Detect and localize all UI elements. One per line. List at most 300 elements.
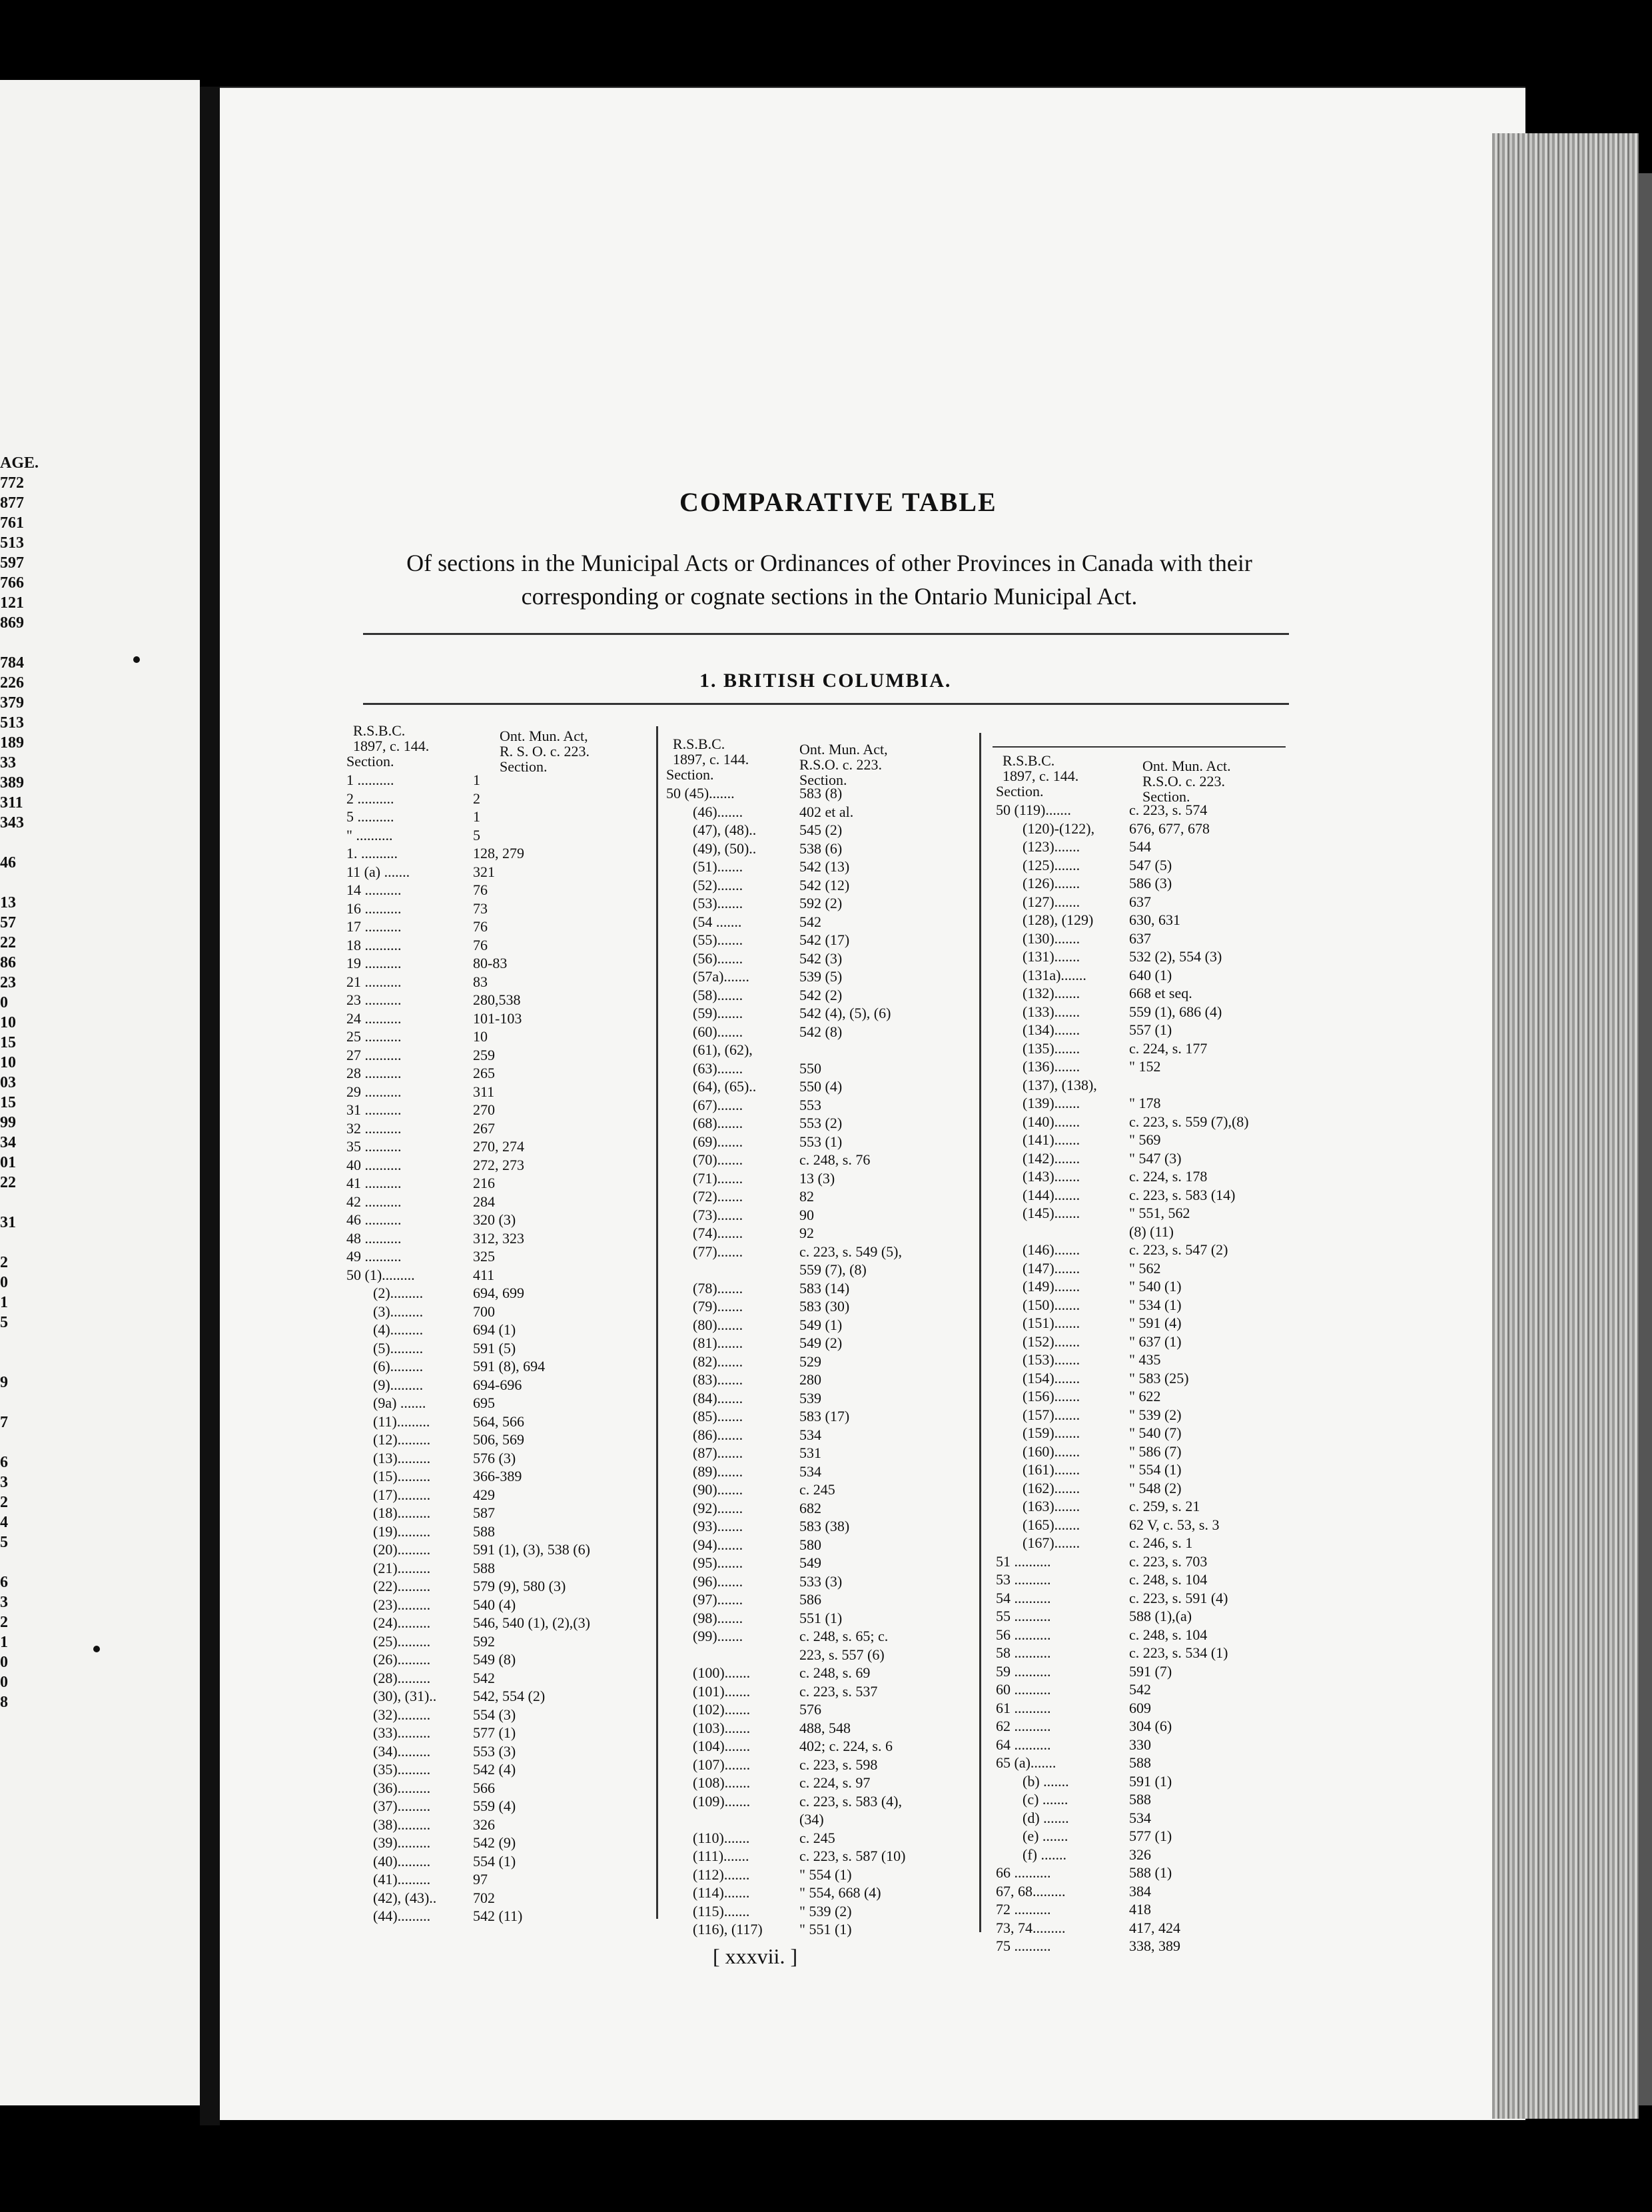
rsbc-section: (61), (62), xyxy=(693,1041,753,1058)
rsbc-section: 65 (a)....... xyxy=(996,1754,1056,1771)
ontario-section: 311 xyxy=(473,1083,495,1100)
table-row xyxy=(996,1717,1302,1736)
left-page-number: 761 xyxy=(0,514,24,532)
ontario-section: c. 224, s. 178 xyxy=(1129,1168,1208,1185)
rsbc-section: (9)......... xyxy=(373,1376,424,1393)
ontario-section: 583 (14) xyxy=(799,1279,850,1297)
ontario-section: 588 xyxy=(1129,1754,1151,1771)
rsbc-section: 24 .......... xyxy=(346,1009,402,1027)
table-row xyxy=(346,1046,646,1065)
table-row xyxy=(996,1057,1302,1076)
rsbc-section: (26)......... xyxy=(373,1651,431,1668)
rsbc-section: (77)....... xyxy=(693,1243,743,1260)
ontario-section: 216 xyxy=(473,1175,495,1191)
rsbc-section: (133)....... xyxy=(1023,1003,1080,1020)
rsbc-section: (42), (43).. xyxy=(373,1889,437,1906)
ontario-section: 694, 699 xyxy=(473,1285,524,1301)
table-row xyxy=(996,1534,1302,1552)
table-row xyxy=(996,1333,1302,1351)
ontario-section: 591 (1) xyxy=(1129,1772,1172,1790)
table-row xyxy=(346,1779,646,1798)
rsbc-section: 49 .......... xyxy=(346,1248,402,1265)
table-row xyxy=(346,1650,646,1669)
ontario-section: 280,538 xyxy=(473,991,521,1008)
rsbc-section: (6)......... xyxy=(373,1358,424,1375)
ontario-section: 338, 389 xyxy=(1129,1937,1180,1954)
ontario-section: 545 (2) xyxy=(799,822,843,838)
left-page-number: 5 xyxy=(0,1534,8,1551)
table-row xyxy=(666,1096,973,1115)
rsbc-section: (143)....... xyxy=(1023,1168,1080,1185)
rsbc-section: (15)......... xyxy=(373,1468,431,1484)
table-row xyxy=(996,1846,1302,1864)
table-column-3 xyxy=(996,753,1302,1955)
column-divider-2 xyxy=(979,733,981,1932)
rsbc-section: (44)......... xyxy=(373,1908,431,1924)
rsbc-section: 61 .......... xyxy=(996,1699,1051,1716)
rsbc-section: 58 .......... xyxy=(996,1644,1051,1661)
ontario-section: 2 xyxy=(473,790,480,807)
rsbc-section: (f) ....... xyxy=(1023,1846,1066,1863)
table-row xyxy=(996,801,1302,820)
table-row xyxy=(346,1632,646,1651)
table-row xyxy=(346,1284,646,1303)
rsbc-section: (89)....... xyxy=(693,1462,743,1480)
table-row xyxy=(996,1167,1302,1186)
ontario-section: 402; c. 224, s. 6 xyxy=(799,1738,893,1754)
ontario-section: c. 248, s. 76 xyxy=(799,1151,871,1168)
ontario-section: " 551 (1) xyxy=(799,1921,852,1937)
ontario-section: 418 xyxy=(1129,1901,1151,1918)
rsbc-section: 46 .......... xyxy=(346,1211,402,1228)
table-row xyxy=(996,1699,1302,1718)
table-row xyxy=(346,1486,646,1504)
table-row xyxy=(346,771,646,790)
ontario-section: " 554 (1) xyxy=(1129,1461,1182,1478)
rsbc-section: (100)....... xyxy=(693,1664,751,1681)
left-page-number: 10 xyxy=(0,1014,16,1031)
rsbc-section: (22)......... xyxy=(373,1578,431,1594)
ontario-section: 549 (1) xyxy=(799,1316,843,1333)
table-row xyxy=(996,1424,1302,1442)
rsbc-section: 42 .......... xyxy=(346,1193,402,1210)
table-row xyxy=(346,1760,646,1779)
left-page-number: 766 xyxy=(0,574,24,592)
ontario-section: 542 (8) xyxy=(799,1023,843,1040)
rsbc-section: (139)....... xyxy=(1023,1095,1080,1111)
ontario-section: " 569 xyxy=(1129,1131,1161,1148)
ontario-section: c. 223, s. 583 (4), xyxy=(799,1792,902,1810)
table-row xyxy=(346,1669,646,1688)
rsbc-section: (d) ....... xyxy=(1023,1809,1069,1826)
ontario-section: c. 223, s. 583 (14) xyxy=(1129,1186,1236,1203)
rsbc-section: (30), (31).. xyxy=(373,1688,437,1704)
rsbc-section: (b) ....... xyxy=(1023,1772,1069,1790)
rsbc-section: 40 .......... xyxy=(346,1156,402,1173)
left-page-number: 99 xyxy=(0,1114,16,1131)
table-row xyxy=(666,1902,973,1921)
left-page-number: 0 xyxy=(0,1274,8,1291)
speck xyxy=(93,1646,100,1652)
ontario-section: 580 xyxy=(799,1536,821,1553)
ontario-header-line: Ont. Mun. Act, xyxy=(799,741,888,758)
left-page-number: 15 xyxy=(0,1094,16,1111)
left-page-number: 2 xyxy=(0,1254,8,1271)
table-row xyxy=(996,1039,1302,1058)
table-column-2 xyxy=(666,736,973,1939)
rsbc-header-line: Section. xyxy=(346,753,394,770)
table-row xyxy=(666,1866,973,1884)
rsbc-section: (130)....... xyxy=(1023,929,1080,947)
ontario-section: c. 223, s. 703 xyxy=(1129,1552,1208,1570)
ontario-section: 592 xyxy=(473,1632,495,1650)
table-row xyxy=(996,1882,1302,1901)
section-heading: 1. BRITISH COLUMBIA. xyxy=(699,670,952,692)
table-row xyxy=(996,1387,1302,1406)
left-page-number: 784 xyxy=(0,654,24,672)
table-row xyxy=(666,1884,973,1902)
ontario-section: c. 248, s. 104 xyxy=(1129,1571,1208,1588)
column-header xyxy=(346,722,646,775)
ontario-section: c. 223, s. 598 xyxy=(799,1756,878,1773)
left-page-number: 57 xyxy=(0,914,16,931)
ontario-section: c. 223, s. 587 (10) xyxy=(799,1848,906,1864)
ontario-section: 539 xyxy=(799,1389,821,1406)
table-row xyxy=(666,894,973,913)
rsbc-section: (79)....... xyxy=(693,1298,743,1315)
rsbc-section: 75 .......... xyxy=(996,1937,1051,1954)
table-row xyxy=(346,1870,646,1889)
ontario-section: 554 (3) xyxy=(473,1706,516,1723)
ontario-section: 591 (7) xyxy=(1129,1662,1172,1680)
table-row xyxy=(666,1444,973,1462)
table-row xyxy=(666,1756,973,1774)
table-row xyxy=(996,820,1302,838)
rsbc-section: (86)....... xyxy=(693,1426,743,1443)
left-page-number: 869 xyxy=(0,614,24,632)
table-row xyxy=(346,1449,646,1468)
rsbc-section: (33)......... xyxy=(373,1724,431,1741)
table-row xyxy=(666,1700,973,1719)
left-page-number: 877 xyxy=(0,494,24,512)
table-row xyxy=(666,1023,973,1041)
left-page-number: 226 xyxy=(0,674,24,692)
ontario-section: c. 223, s. 559 (7),(8) xyxy=(1129,1113,1249,1130)
rsbc-section: (161)....... xyxy=(1023,1461,1080,1478)
rsbc-section: 1. .......... xyxy=(346,845,398,861)
table-row xyxy=(346,808,646,826)
ontario-section: 549 (2) xyxy=(799,1335,843,1351)
left-page-number: 0 xyxy=(0,994,8,1011)
rsbc-section: (109)....... xyxy=(693,1792,751,1810)
rsbc-section: 51 .......... xyxy=(996,1552,1051,1570)
table-row xyxy=(996,1296,1302,1315)
table-row xyxy=(666,1572,973,1591)
ontario-section: 559 (4) xyxy=(473,1798,516,1814)
rsbc-section: (25)......... xyxy=(373,1632,431,1650)
ontario-section: " 562 xyxy=(1129,1259,1161,1277)
table-row xyxy=(996,1094,1302,1113)
rsbc-section: (c) ....... xyxy=(1023,1791,1068,1808)
table-row xyxy=(666,1536,973,1554)
table-row xyxy=(666,839,973,858)
table-row xyxy=(346,1394,646,1412)
ontario-section: c. 245 xyxy=(799,1481,835,1498)
table-row xyxy=(346,881,646,899)
table-row xyxy=(346,1357,646,1376)
rsbc-section: 27 .......... xyxy=(346,1046,402,1063)
rsbc-section: (132)....... xyxy=(1023,985,1080,1001)
ontario-section: 90 xyxy=(799,1206,814,1223)
rsbc-section: (5)......... xyxy=(373,1339,424,1357)
ontario-section: 542 (9) xyxy=(473,1834,516,1851)
rsbc-section: (134)....... xyxy=(1023,1021,1080,1038)
ontario-section: " 586 (7) xyxy=(1129,1442,1182,1460)
table-row xyxy=(996,1607,1302,1626)
ontario-section: 533 (3) xyxy=(799,1572,843,1590)
rsbc-section: (151)....... xyxy=(1023,1315,1080,1331)
ontario-section: 265 xyxy=(473,1065,495,1081)
table-row xyxy=(346,1504,646,1522)
ontario-section: 542 (13) xyxy=(799,858,850,875)
ontario-section: 330 xyxy=(1129,1736,1151,1753)
table-row xyxy=(666,784,973,803)
table-row xyxy=(346,1907,646,1926)
left-page-number: 311 xyxy=(0,794,23,812)
table-row xyxy=(666,1737,973,1756)
rsbc-section: 54 .......... xyxy=(996,1589,1051,1606)
rsbc-section: (99)....... xyxy=(693,1628,743,1644)
left-page-number: 0 xyxy=(0,1654,8,1671)
ontario-section: 588 xyxy=(473,1559,495,1576)
table-row xyxy=(346,1156,646,1175)
ontario-section: 566 xyxy=(473,1779,495,1796)
rsbc-section: (96)....... xyxy=(693,1572,743,1590)
rsbc-section: (127)....... xyxy=(1023,893,1080,910)
left-page-number xyxy=(0,1233,40,1253)
table-row xyxy=(666,1646,973,1664)
left-page-number xyxy=(0,1392,40,1412)
ontario-section: " 554, 668 (4) xyxy=(799,1884,881,1901)
rsbc-section: (34)......... xyxy=(373,1742,431,1760)
rsbc-section: (84)....... xyxy=(693,1389,743,1406)
ontario-section: " 554 (1) xyxy=(799,1866,852,1883)
table-row xyxy=(666,949,973,968)
left-page-number: 86 xyxy=(0,954,16,971)
rsbc-section: 72 .......... xyxy=(996,1901,1051,1918)
ontario-section: 321 xyxy=(473,863,495,880)
rsbc-section: (19)......... xyxy=(373,1522,431,1540)
rsbc-section: (123)....... xyxy=(1023,838,1080,855)
ontario-section: 411 xyxy=(473,1266,495,1283)
rsbc-section: 23 .......... xyxy=(346,991,402,1008)
table-row xyxy=(996,947,1302,966)
rsbc-section: " .......... xyxy=(346,826,393,843)
table-row xyxy=(346,1706,646,1724)
table-row xyxy=(666,1059,973,1078)
left-page-number: 0 xyxy=(0,1674,8,1691)
rsbc-section: (82)....... xyxy=(693,1353,743,1370)
table-row xyxy=(346,1852,646,1871)
ontario-section: 542 (11) xyxy=(473,1908,523,1924)
rsbc-section: (140)....... xyxy=(1023,1113,1080,1130)
left-page-number: 389 xyxy=(0,774,24,792)
ontario-section: c. 224, s. 97 xyxy=(799,1774,871,1791)
table-row xyxy=(346,790,646,808)
ontario-section: c. 223, s. 574 xyxy=(1129,802,1208,818)
left-page-number: 33 xyxy=(0,754,16,772)
table-row xyxy=(996,984,1302,1003)
table-row xyxy=(346,1339,646,1358)
ontario-section: 579 (9), 580 (3) xyxy=(473,1578,566,1594)
rsbc-section: 59 .......... xyxy=(996,1662,1051,1680)
rsbc-section: (131a)....... xyxy=(1023,966,1086,983)
ontario-section: 270 xyxy=(473,1101,495,1118)
rsbc-section: (160)....... xyxy=(1023,1442,1080,1460)
ontario-section: 534 xyxy=(1129,1809,1151,1826)
page-title: COMPARATIVE TABLE xyxy=(679,487,997,517)
table-row xyxy=(996,1919,1302,1937)
ontario-section: 640 (1) xyxy=(1129,966,1172,983)
rsbc-section: (81)....... xyxy=(693,1335,743,1351)
table-row xyxy=(996,1223,1302,1241)
ontario-section: 325 xyxy=(473,1248,495,1265)
table-row xyxy=(996,1021,1302,1039)
table-row xyxy=(346,1321,646,1339)
rsbc-section: (17)......... xyxy=(373,1486,431,1503)
rsbc-section: (135)....... xyxy=(1023,1039,1080,1057)
rsbc-section: (87)....... xyxy=(693,1444,743,1461)
ontario-section: 62 V, c. 53, s. 3 xyxy=(1129,1516,1220,1533)
table-row xyxy=(346,973,646,991)
table-row xyxy=(666,913,973,931)
rsbc-section: (13)......... xyxy=(373,1449,431,1466)
ontario-section: 532 (2), 554 (3) xyxy=(1129,948,1222,965)
table-row xyxy=(666,1609,973,1628)
table-row xyxy=(666,1187,973,1206)
rsbc-section: (145)....... xyxy=(1023,1205,1080,1221)
table-row xyxy=(996,874,1302,893)
ontario-section: " 539 (2) xyxy=(1129,1406,1182,1423)
table-row xyxy=(996,1113,1302,1131)
rsbc-section: (131)....... xyxy=(1023,948,1080,965)
ontario-section: 76 xyxy=(473,918,488,935)
ontario-section: 549 (8) xyxy=(473,1651,516,1668)
ontario-section: 553 (3) xyxy=(473,1742,516,1760)
ontario-section: 553 (1) xyxy=(799,1133,843,1150)
table-row xyxy=(666,1499,973,1518)
table-row xyxy=(666,1169,973,1188)
rsbc-section: (59)....... xyxy=(693,1005,743,1021)
table-row xyxy=(346,1101,646,1119)
ontario-header-line: R. S. O. c. 223. xyxy=(500,743,590,760)
table-row xyxy=(996,1497,1302,1516)
rsbc-section: (2)......... xyxy=(373,1285,424,1301)
left-page-number: 10 xyxy=(0,1054,16,1071)
rsbc-section: (92)....... xyxy=(693,1499,743,1516)
table-row xyxy=(996,1644,1302,1662)
ontario-section: 700 xyxy=(473,1303,495,1320)
table-row xyxy=(666,1206,973,1225)
ontario-section: c. 248, s. 65; c. xyxy=(799,1628,889,1644)
ontario-section: " 637 (1) xyxy=(1129,1333,1182,1350)
ontario-section: 553 (2) xyxy=(799,1115,843,1131)
ontario-section: 542 xyxy=(799,913,821,930)
table-row xyxy=(666,1297,973,1316)
table-row xyxy=(666,857,973,876)
ontario-section: 542, 554 (2) xyxy=(473,1688,546,1704)
table-row xyxy=(346,1687,646,1706)
rsbc-section: 50 (1)......... xyxy=(346,1266,415,1283)
ontario-section: c. 223, s. 549 (5), xyxy=(799,1243,902,1260)
ontario-section: 676, 677, 678 xyxy=(1129,820,1210,837)
ontario-header-line: Section. xyxy=(799,772,847,788)
table-row xyxy=(666,1004,973,1023)
rsbc-section: 28 .......... xyxy=(346,1065,402,1081)
ontario-section: c. 223, s. 547 (2) xyxy=(1129,1241,1228,1258)
table-row xyxy=(346,917,646,936)
left-page-number: 01 xyxy=(0,1154,16,1171)
ontario-section: c. 224, s. 177 xyxy=(1129,1039,1208,1057)
rsbc-section: (125)....... xyxy=(1023,856,1080,873)
rsbc-section: 2 .......... xyxy=(346,790,394,807)
ontario-section: 82 xyxy=(799,1188,814,1205)
table-row xyxy=(996,929,1302,948)
rsbc-section: (32)......... xyxy=(373,1706,431,1723)
rsbc-section: (35)......... xyxy=(373,1761,431,1778)
ontario-section: 76 xyxy=(473,936,488,953)
ontario-section: " 583 (25) xyxy=(1129,1369,1189,1386)
left-page-number: 513 xyxy=(0,714,24,732)
ontario-section: (34) xyxy=(799,1811,824,1828)
table-row xyxy=(346,1376,646,1394)
table-row xyxy=(346,1119,646,1138)
rsbc-section: (38)......... xyxy=(373,1816,431,1833)
ontario-section: 83 xyxy=(473,973,488,990)
ontario-header-line: Ont. Mun. Act, xyxy=(500,728,588,744)
rsbc-section: 41 .......... xyxy=(346,1175,402,1191)
rsbc-header-line: 1897, c. 144. xyxy=(353,738,430,754)
rsbc-section: (73)....... xyxy=(693,1206,743,1223)
ontario-section: " 540 (7) xyxy=(1129,1424,1182,1441)
ontario-section: 577 (1) xyxy=(1129,1828,1172,1844)
column-3-header-rule xyxy=(993,746,1286,748)
rsbc-section: (67)....... xyxy=(693,1096,743,1113)
table-row xyxy=(996,1003,1302,1021)
table-row xyxy=(666,1847,973,1866)
rsbc-section: (111)....... xyxy=(693,1848,749,1864)
rsbc-section: (90)....... xyxy=(693,1481,743,1498)
rsbc-section: 55 .......... xyxy=(996,1608,1051,1624)
ontario-section: c. 223, s. 534 (1) xyxy=(1129,1644,1228,1661)
table-row xyxy=(346,1229,646,1248)
table-row xyxy=(996,1736,1302,1754)
left-page-number: 34 xyxy=(0,1134,16,1151)
left-page-number: 2 xyxy=(0,1494,8,1511)
left-page-number: 7 xyxy=(0,1414,8,1431)
table-row xyxy=(666,986,973,1005)
table-row xyxy=(666,1077,973,1096)
ontario-section: 284 xyxy=(473,1193,495,1210)
table-row xyxy=(996,966,1302,985)
table-row xyxy=(666,1371,973,1389)
table-row xyxy=(996,1277,1302,1296)
top-divider xyxy=(363,633,1289,635)
ontario-section: 702 xyxy=(473,1889,495,1906)
table-row xyxy=(996,1864,1302,1882)
left-page-number xyxy=(0,873,40,893)
ontario-section: 534 xyxy=(799,1462,821,1480)
